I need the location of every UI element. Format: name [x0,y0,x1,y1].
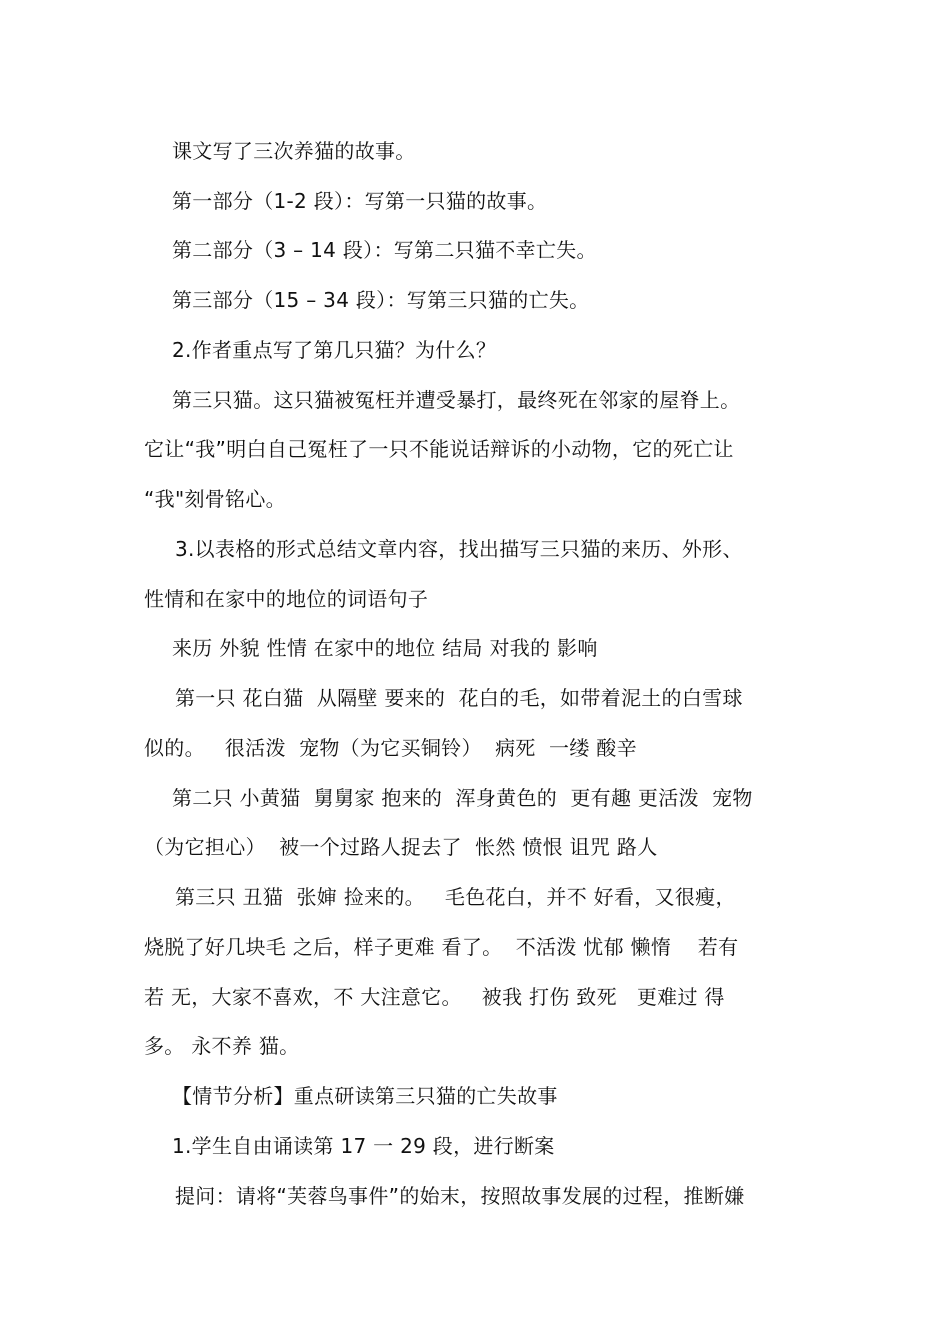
table-row-line: （为它担心） 被一个过路人捉去了 怅然 愤恨 诅咒 路人 [144,835,658,859]
table-row-line: 多。 永不养 猫。 [144,1034,300,1058]
table-row-line: 第一只 花白猫 从隔壁 要来的 花白的毛，如带着泥土的白雪球 [175,686,743,710]
paragraph-line: 第一部分（1-2 段）：写第一只猫的故事。 [172,189,548,213]
table-row-line: 第二只 小黄猫 舅舅家 抱来的 浑身黄色的 更有趣 更活泼 宠物 [172,786,753,810]
paragraph-line: 提问：请将“芙蓉鸟事件”的始末，按照故事发展的过程，推断嫌 [175,1184,745,1208]
paragraph-line: 性情和在家中的地位的词语句子 [144,587,429,611]
table-row-line: 烧脱了好几块毛 之后，样子更难 看了。 不活泼 忧郁 懒惰 若有 [144,935,739,959]
paragraph-line: 第三部分（15 – 34 段）：写第三只猫的亡失。 [172,288,590,312]
paragraph-line: 第二部分（3 – 14 段）：写第二只猫不幸亡失。 [172,238,597,262]
question-heading: 2.作者重点写了第几只猫？为什么？ [172,338,497,362]
table-row-line: 第三只 丑猫 张婶 捡来的。 毛色花白，并不 好看，又很瘦， [175,885,736,909]
paragraph-line: 课文写了三次养猫的故事。 [172,139,416,163]
question-heading: 1.学生自由诵读第 17 一 29 段，进行断案 [172,1134,555,1158]
table-row-line: 似的。 很活泼 宠物（为它买铜铃） 病死 一缕 酸辛 [144,736,637,760]
table-header-line: 来历 外貌 性情 在家中的地位 结局 对我的 影响 [172,636,598,660]
paragraph-line: 它让“我”明白自己冤枉了一只不能说话辩诉的小动物，它的死亡让 [144,437,734,461]
paragraph-line: “我"刻骨铭心。 [144,487,286,511]
section-heading: 【情节分析】重点研读第三只猫的亡失故事 [172,1084,558,1108]
question-heading: 3.以表格的形式总结文章内容，找出描写三只猫的来历、外形、 [175,537,743,561]
paragraph-line: 第三只猫。这只猫被冤枉并遭受暴打，最终死在邻家的屋脊上。 [172,388,741,412]
table-row-line: 若 无，大家不喜欢，不 大注意它。 被我 打伤 致死 更难过 得 [144,985,725,1009]
